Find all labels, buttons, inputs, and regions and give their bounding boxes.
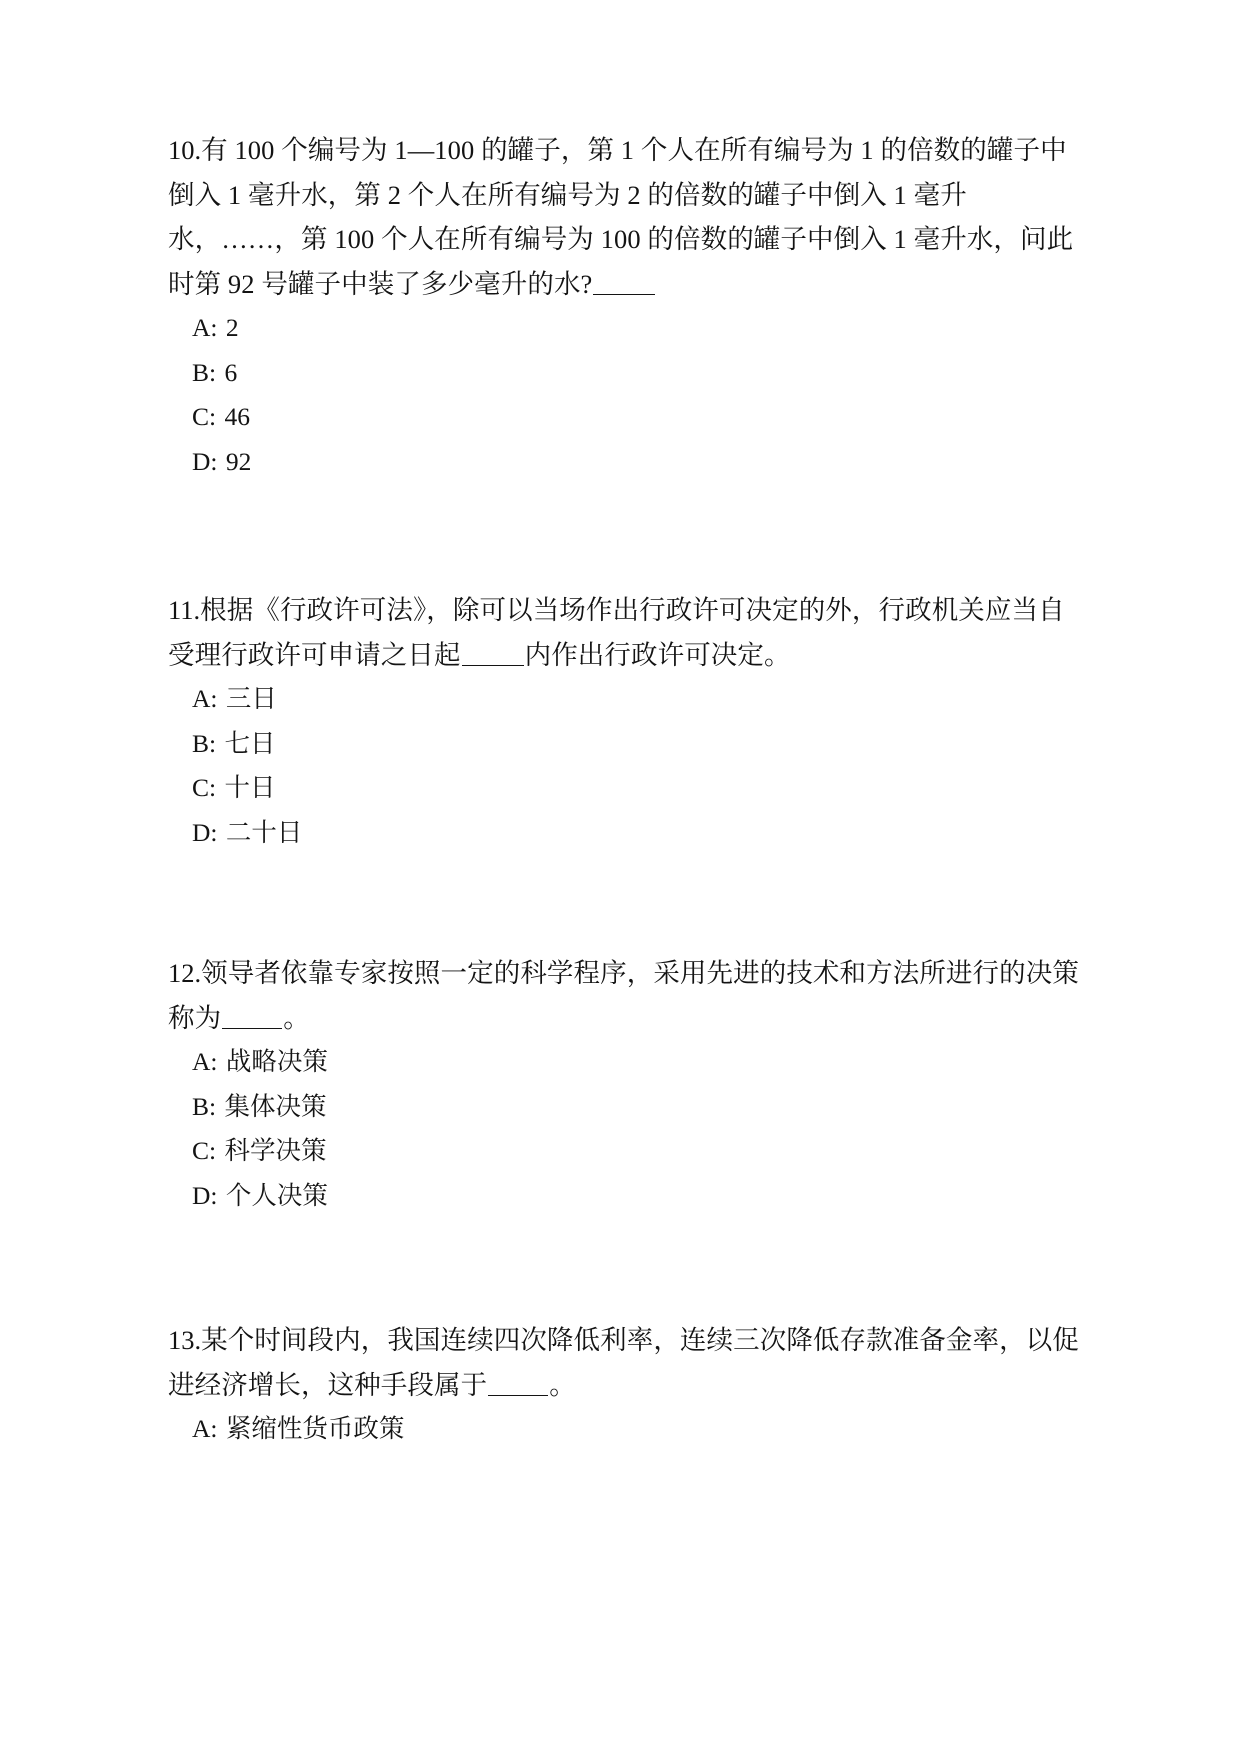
option-10-c-label: C: [192, 402, 217, 431]
question-13-number: 13. [168, 1325, 202, 1355]
option-11-c-text: 十日 [224, 773, 276, 802]
question-12-answer-blank [222, 1028, 282, 1029]
question-11-line-1: 根据《行政许可法》，除可以当场作出行政许可决定的外，行政机关应当自 [200, 595, 1065, 625]
question-13-answer-blank [488, 1395, 548, 1396]
option-10-c-text: 46 [224, 402, 250, 431]
option-10-c[interactable] [168, 395, 1090, 440]
option-12-b-text: 集体决策 [224, 1091, 327, 1121]
question-13-stem [168, 1318, 1090, 1407]
question-10-answer-blank [593, 294, 655, 295]
question-block-10 [168, 128, 1090, 484]
question-10-options [168, 306, 1090, 484]
option-11-a-label: A: [192, 684, 218, 713]
option-10-a-label: A: [192, 313, 218, 342]
question-13-line-2: 进经济增长，这种手段属于 [168, 1369, 488, 1400]
question-12-line-1: 领导者依靠专家按照一定的科学程序，采用先进的技术和方法所进行的决策 [201, 958, 1079, 988]
option-10-b-label: B: [192, 357, 217, 387]
question-13-line-1: 某个时间段内，我国连续四次降低利率，连续三次降低存款准备金率，以促 [201, 1325, 1079, 1355]
question-gap-11-12 [168, 855, 1090, 951]
option-10-a[interactable] [168, 306, 1090, 351]
option-11-d-text: 二十日 [225, 817, 303, 847]
question-10-stem [168, 128, 1090, 306]
option-12-b-label: B: [192, 1091, 217, 1121]
question-10-line-2: 倒入 1 毫升水，第 2 个人在所有编号为 2 的倍数的罐子中倒入 1 毫升 [168, 179, 967, 210]
question-12-line-2: 称为 [168, 1002, 222, 1033]
question-11-answer-blank [462, 665, 524, 666]
option-12-d-label: D: [192, 1180, 218, 1210]
option-11-d-label: D: [192, 817, 218, 847]
option-13-a-label: A: [192, 1414, 218, 1443]
option-11-a[interactable] [168, 677, 1090, 722]
question-block-11 [168, 588, 1090, 855]
option-11-b-label: B: [192, 728, 217, 758]
question-12-number: 12. [168, 958, 202, 988]
option-11-c[interactable] [168, 766, 1090, 811]
question-12-options [168, 1040, 1090, 1218]
option-12-d-text: 个人决策 [225, 1180, 328, 1210]
option-10-d[interactable] [168, 440, 1090, 485]
question-block-13 [168, 1318, 1090, 1452]
question-11-stem [168, 588, 1090, 677]
option-12-b[interactable] [168, 1085, 1090, 1130]
question-13-options [168, 1407, 1090, 1452]
option-11-b[interactable] [168, 722, 1090, 767]
option-12-c[interactable] [168, 1129, 1090, 1174]
option-10-b[interactable] [168, 351, 1090, 396]
option-11-c-label: C: [192, 773, 217, 802]
question-12-stem [168, 951, 1090, 1040]
question-gap-10-11 [168, 484, 1090, 588]
question-11-options [168, 677, 1090, 855]
option-10-d-text: 92 [225, 446, 252, 476]
option-11-a-text: 三日 [225, 684, 277, 713]
option-10-d-label: D: [192, 446, 218, 476]
option-11-b-text: 七日 [224, 728, 276, 758]
option-13-a[interactable] [168, 1407, 1090, 1452]
option-10-b-text: 6 [224, 357, 238, 387]
question-11-number: 11. [168, 595, 201, 625]
option-11-d[interactable] [168, 811, 1090, 856]
question-10-line-4: 时第 92 号罐子中装了多少毫升的水? [168, 268, 593, 299]
option-13-a-text: 紧缩性货币政策 [225, 1414, 405, 1443]
question-10-line-3: 水，……，第 100 个人在所有编号为 100 的倍数的罐子中倒入 1 毫升水，问此 [168, 224, 1074, 254]
option-12-c-text: 科学决策 [224, 1136, 327, 1165]
question-12-tail: 。 [283, 1002, 310, 1033]
question-11-line-2: 受理行政许可申请之日起 [168, 639, 461, 670]
option-12-a-label: A: [192, 1047, 218, 1076]
option-12-c-label: C: [192, 1136, 217, 1165]
option-12-d[interactable] [168, 1174, 1090, 1219]
option-12-a-text: 战略决策 [225, 1047, 328, 1076]
question-10-line-1: 有 100 个编号为 1—100 的罐子，第 1 个人在所有编号为 1 的倍数的罐子中 [201, 135, 1067, 165]
option-12-a[interactable] [168, 1040, 1090, 1085]
question-13-tail: 。 [549, 1369, 576, 1400]
option-10-a-text: 2 [225, 313, 239, 342]
question-10-number: 10. [168, 135, 202, 165]
question-11-tail: 内作出行政许可决定。 [524, 639, 791, 670]
question-block-12 [168, 951, 1090, 1218]
question-gap-12-13 [168, 1218, 1090, 1318]
